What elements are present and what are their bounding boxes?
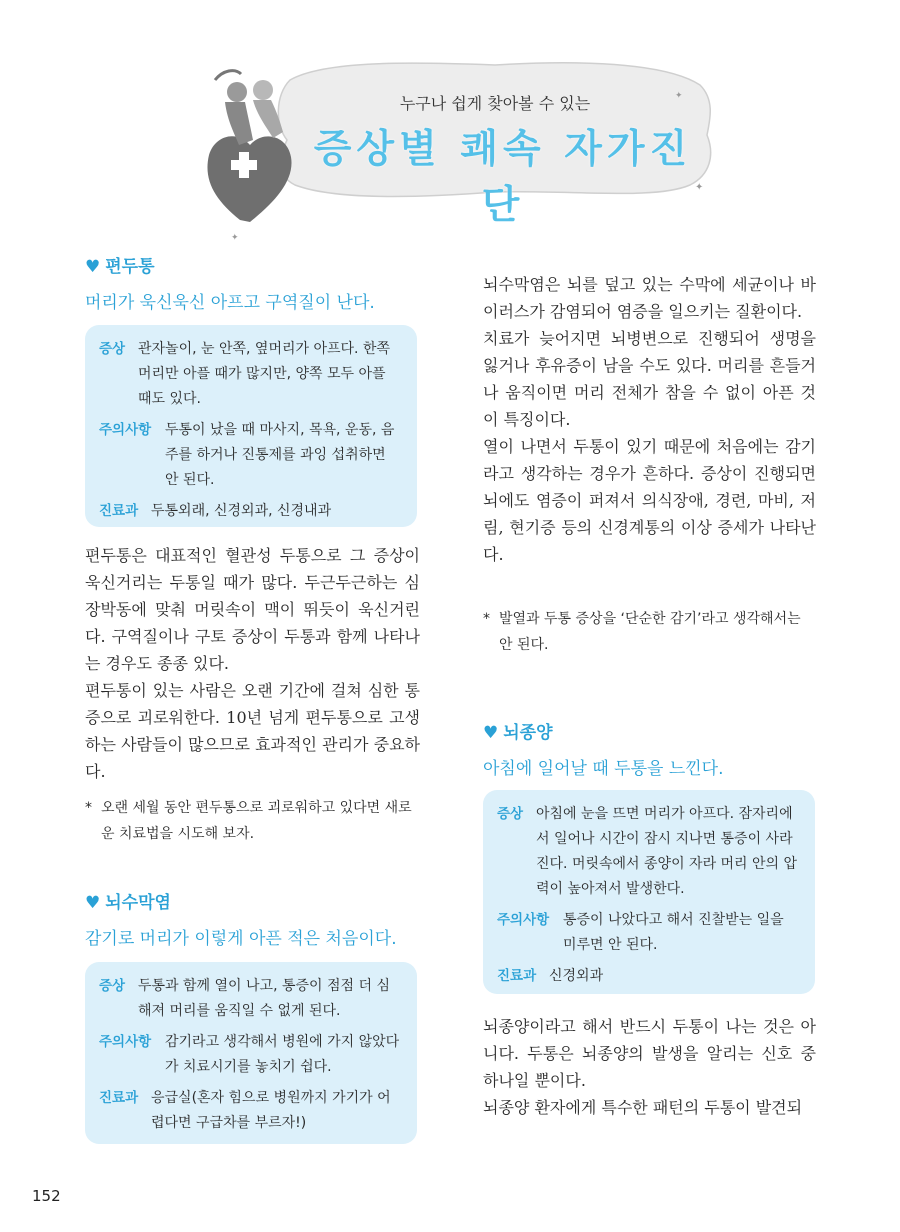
- caution-text: 통증이 나았다고 해서 진찰받는 일을 미루면 안 된다.: [563, 912, 784, 953]
- info-row-symptom: [497, 802, 801, 902]
- svg-text:✦: ✦: [231, 233, 239, 243]
- section-title-brain-tumor: ♥ 뇌종양: [483, 723, 553, 743]
- body-text-brain-tumor: [483, 1013, 816, 1121]
- section-title-migraine: ♥ 편두통: [85, 257, 155, 277]
- page-number: 152: [32, 1187, 61, 1205]
- info-row-caution: [99, 418, 403, 493]
- note-migraine: [85, 795, 420, 847]
- note-text: 발열과 두통 증상을 ‘단순한 감기’라고 생각해서는 안 된다.: [499, 611, 801, 653]
- info-row-department: [497, 964, 801, 989]
- header-title: 증상별 쾌속 자가진단: [313, 127, 693, 228]
- info-box-brain-tumor: [483, 790, 815, 994]
- caution-label: 주의사항: [99, 1034, 152, 1050]
- department-label: 진료과: [99, 503, 139, 519]
- section-subtitle-migraine: 머리가 욱신욱신 아프고 구역질이 난다.: [85, 293, 375, 313]
- body-text-meningitis: [483, 271, 816, 568]
- paragraph: 치료가 늦어지면 뇌병변으로 진행되어 생명을 잃거나 후유증이 남을 수도 있다. 머리를 흔들거나 움직이면 머리 전체가 참을 수 없이 아픈 것이 특징이다.: [483, 329, 816, 429]
- symptom-text: 관자놀이, 눈 안쪽, 옆머리가 아프다. 한쪽 머리만 아플 때가 많지만, 양쪽 모두 아플 때도 있다.: [138, 341, 390, 407]
- info-row-symptom: [99, 974, 403, 1024]
- symptom-text: 두통과 함께 열이 나고, 통증이 점점 더 심해져 머리를 움직일 수 없게 된다.: [138, 978, 390, 1019]
- asterisk-icon: *: [483, 611, 490, 627]
- caution-label: 주의사항: [497, 912, 550, 928]
- department-label: 진료과: [497, 968, 537, 984]
- header-subtitle: 누구나 쉽게 찾아볼 수 있는: [399, 94, 591, 113]
- info-box-meningitis: [85, 962, 417, 1144]
- caution-text: 두통이 났을 때 마사지, 목욕, 운동, 음주를 하거나 진통제를 과잉 섭취하면 안 된다.: [165, 422, 395, 488]
- heart-icon: ♥: [483, 723, 499, 743]
- symptom-label: 증상: [99, 978, 126, 994]
- paragraph: 뇌수막염은 뇌를 덮고 있는 수막에 세균이나 바이러스가 감염되어 염증을 일으키는 질환이다.: [483, 275, 816, 321]
- section-subtitle-meningitis: 감기로 머리가 이렇게 아픈 적은 처음이다.: [85, 929, 397, 949]
- symptom-text: 아침에 눈을 뜨면 머리가 아프다. 잠자리에서 일어나 시간이 잠시 지나면 통증이 사라진다. 머릿속에서 종양이 자라 머리 안의 압력이 높아져서 발생한다.: [536, 806, 798, 897]
- symptom-label: 증상: [497, 806, 524, 822]
- info-row-department: [99, 499, 403, 524]
- heart-icon: ♥: [85, 257, 101, 277]
- section-subtitle-brain-tumor: 아침에 일어날 때 두통을 느낀다.: [483, 759, 724, 779]
- department-text: 두통외래, 신경외과, 신경내과: [151, 503, 332, 519]
- header-banner: [195, 40, 720, 250]
- section-title-meningitis: ♥ 뇌수막염: [85, 893, 171, 913]
- svg-text:✦: ✦: [695, 182, 704, 193]
- svg-text:✦: ✦: [675, 91, 683, 101]
- department-text: 신경외과: [549, 968, 604, 984]
- asterisk-icon: *: [85, 800, 92, 816]
- paragraph: 뇌종양이라고 해서 반드시 두통이 나는 것은 아니다. 두통은 뇌종양의 발생을 알리는 신호 중 하나일 뿐이다.: [483, 1017, 816, 1090]
- info-row-caution: [497, 908, 801, 958]
- symptom-label: 증상: [99, 341, 126, 357]
- department-label: 진료과: [99, 1090, 139, 1106]
- paragraph: 편두통은 대표적인 혈관성 두통으로 그 증상이 욱신거리는 두통일 때가 많다. 두근두근하는 심장박동에 맞춰 머릿속이 맥이 뛰듯이 욱신거린다. 구역질이나 구토 증상이 두통과 함께 나타나는 경우도 종종 있다.: [85, 546, 420, 673]
- info-row-caution: [99, 1030, 403, 1080]
- department-text: 응급실(혼자 힘으로 병원까지 가기가 어렵다면 구급차를 부르자!): [151, 1090, 391, 1131]
- info-row-symptom: [99, 337, 403, 412]
- body-text-migraine: [85, 542, 420, 785]
- info-row-department: [99, 1086, 403, 1136]
- paragraph: 뇌종양 환자에게 특수한 패턴의 두통이 발견되: [483, 1098, 803, 1117]
- paragraph: 열이 나면서 두통이 있기 때문에 처음에는 감기라고 생각하는 경우가 흔하다. 증상이 진행되면 뇌에도 염증이 퍼져서 의식장애, 경련, 마비, 저림, 현기증 등의 신경계통의 이상 증세가 나타난다.: [483, 437, 816, 564]
- heart-icon: ♥: [85, 893, 101, 913]
- paragraph: 편두통이 있는 사람은 오랜 기간에 걸쳐 심한 통증으로 괴로워한다. 10년 넘게 편두통으로 고생하는 사람들이 많으므로 효과적인 관리가 중요하다.: [85, 681, 420, 781]
- info-box-migraine: [85, 325, 417, 527]
- caution-text: 감기라고 생각해서 병원에 가지 않았다가 치료시기를 놓치기 쉽다.: [165, 1034, 400, 1075]
- note-text: 오랜 세월 동안 편두통으로 괴로워하고 있다면 새로운 치료법을 시도해 보자.: [101, 800, 412, 842]
- note-meningitis: [483, 606, 816, 658]
- caution-label: 주의사항: [99, 422, 152, 438]
